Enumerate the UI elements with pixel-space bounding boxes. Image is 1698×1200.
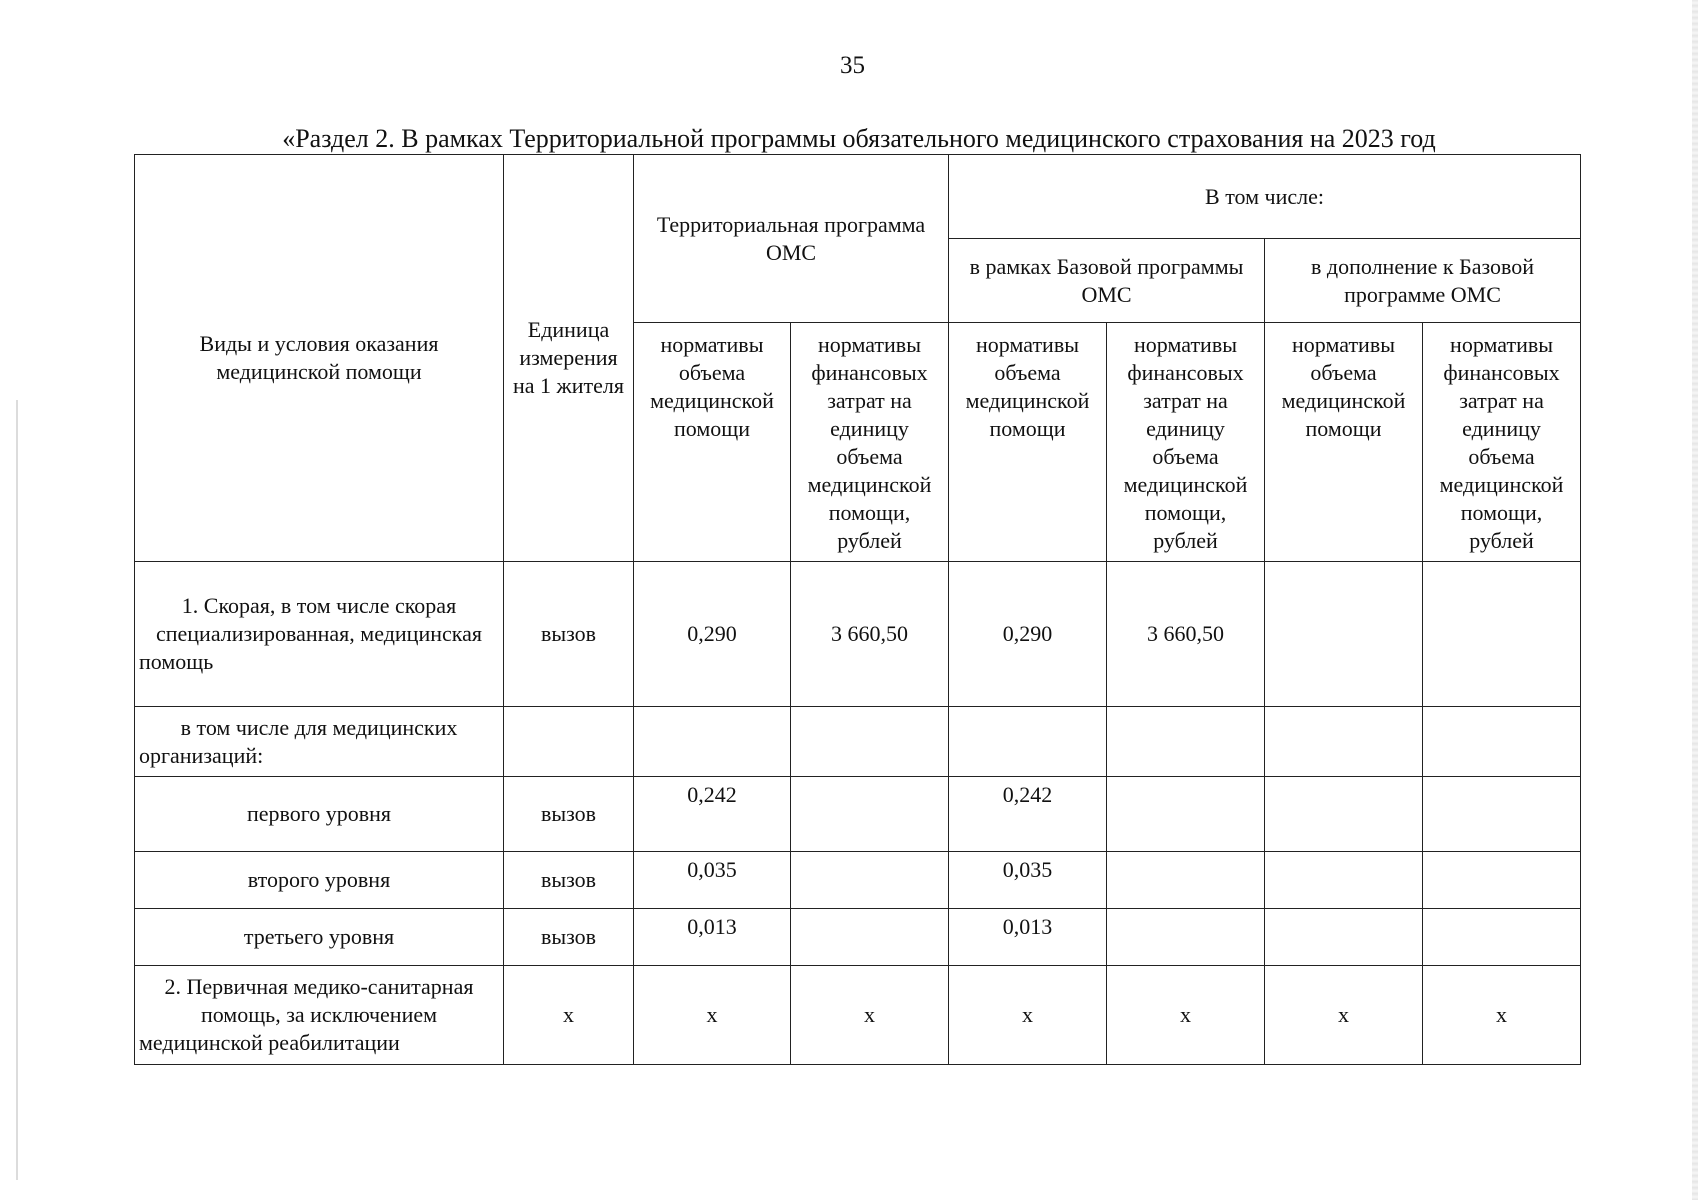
row-add-volume <box>1265 707 1423 777</box>
table-row <box>135 707 1581 777</box>
row-terr-cost <box>791 707 949 777</box>
header-row-1 <box>135 155 1581 239</box>
row-label: 1. Скорая, в том числе скорая специализированная, медицинская помощь <box>135 562 504 707</box>
row-terr-volume: 0,242 <box>634 777 791 852</box>
table-row <box>135 966 1581 1065</box>
row-terr-cost: х <box>791 966 949 1065</box>
header-types: Виды и условия оказания медицинской помощи <box>135 155 504 562</box>
table-row <box>135 562 1581 707</box>
row-terr-volume <box>634 707 791 777</box>
row-add-cost <box>1423 777 1581 852</box>
row-basic-cost <box>1107 852 1265 909</box>
row-terr-cost <box>791 777 949 852</box>
row-unit: вызов <box>504 852 634 909</box>
row-unit <box>504 707 634 777</box>
row-basic-cost: х <box>1107 966 1265 1065</box>
row-add-volume <box>1265 777 1423 852</box>
row-add-cost <box>1423 562 1581 707</box>
row-add-volume <box>1265 909 1423 966</box>
row-basic-cost <box>1107 909 1265 966</box>
row-label: 2. Первичная медико-санитарная помощь, за исключением медицинской реабилитации <box>135 966 504 1065</box>
norms-table <box>134 154 1581 1065</box>
row-add-cost <box>1423 707 1581 777</box>
scan-artifact <box>16 400 18 1180</box>
header-terr-volume: нормативы объема медицинской помощи <box>634 323 791 562</box>
row-add-cost <box>1423 909 1581 966</box>
row-basic-volume: х <box>949 966 1107 1065</box>
row-basic-volume: 0,290 <box>949 562 1107 707</box>
row-basic-cost <box>1107 777 1265 852</box>
row-label: второго уровня <box>135 852 504 909</box>
row-add-cost: х <box>1423 966 1581 1065</box>
header-additional-program: в дополнение к Базовой программе ОМС <box>1265 239 1581 323</box>
header-basic-cost: нормативы финансовых затрат на единицу объема медицинской помощи, рублей <box>1107 323 1265 562</box>
row-label: третьего уровня <box>135 909 504 966</box>
row-basic-cost: 3 660,50 <box>1107 562 1265 707</box>
header-basic-program: в рамках Базовой программы ОМС <box>949 239 1265 323</box>
table-row <box>135 777 1581 852</box>
row-terr-cost: 3 660,50 <box>791 562 949 707</box>
row-basic-volume: 0,013 <box>949 909 1107 966</box>
row-basic-volume <box>949 707 1107 777</box>
header-territorial-program: Территориальная программа ОМС <box>634 155 949 323</box>
header-add-volume: нормативы объема медицинской помощи <box>1265 323 1423 562</box>
row-unit: вызов <box>504 777 634 852</box>
row-label: в том числе для медицинских организаций: <box>135 707 504 777</box>
row-basic-volume: 0,035 <box>949 852 1107 909</box>
section-title: «Раздел 2. В рамках Территориальной программы обязательного медицинского страхования на 2023 год <box>282 124 1436 153</box>
row-unit: х <box>504 966 634 1065</box>
table-row <box>135 909 1581 966</box>
row-add-volume <box>1265 562 1423 707</box>
row-terr-volume: 0,013 <box>634 909 791 966</box>
scan-edge <box>1692 0 1698 1200</box>
row-unit: вызов <box>504 909 634 966</box>
header-basic-volume: нормативы объема медицинской помощи <box>949 323 1107 562</box>
row-add-cost <box>1423 852 1581 909</box>
page-number: 35 <box>840 52 865 79</box>
row-unit: вызов <box>504 562 634 707</box>
header-including: В том числе: <box>949 155 1581 239</box>
header-terr-cost: нормативы финансовых затрат на единицу объема медицинской помощи, рублей <box>791 323 949 562</box>
header-unit: Единица измерения на 1 жителя <box>504 155 634 562</box>
table-row <box>135 852 1581 909</box>
row-terr-volume: 0,035 <box>634 852 791 909</box>
header-add-cost: нормативы финансовых затрат на единицу объема медицинской помощи, рублей <box>1423 323 1581 562</box>
row-basic-volume: 0,242 <box>949 777 1107 852</box>
row-add-volume: х <box>1265 966 1423 1065</box>
row-terr-volume: 0,290 <box>634 562 791 707</box>
row-terr-cost <box>791 852 949 909</box>
row-basic-cost <box>1107 707 1265 777</box>
row-label: первого уровня <box>135 777 504 852</box>
row-add-volume <box>1265 852 1423 909</box>
row-terr-cost <box>791 909 949 966</box>
row-terr-volume: х <box>634 966 791 1065</box>
